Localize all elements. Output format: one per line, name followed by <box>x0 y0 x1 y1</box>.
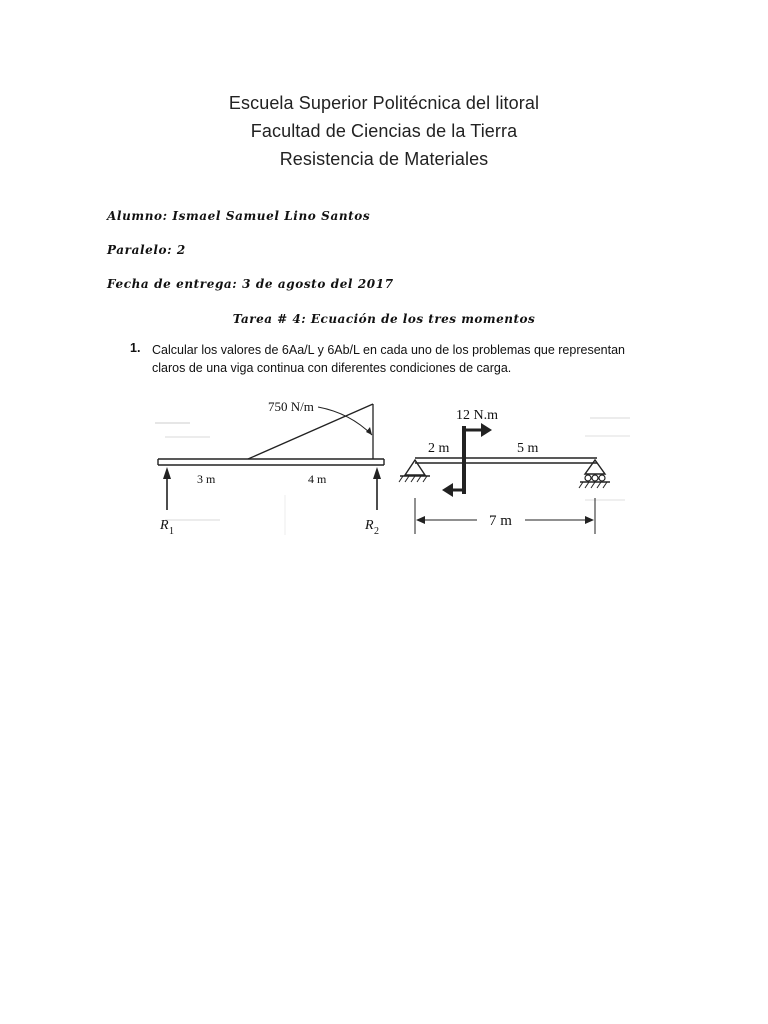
span2-label: 4 m <box>308 472 327 486</box>
reaction-r2-subscript: 2 <box>374 526 379 537</box>
task-title: Tarea # 4: Ecuación de los tres momentos <box>232 312 536 326</box>
span1-label: 3 m <box>197 472 216 486</box>
roller-support-right <box>579 460 610 488</box>
beam <box>158 459 384 465</box>
span1-label: 2 m <box>428 441 450 456</box>
header-course: Resistencia de Materiales <box>279 149 489 169</box>
header-institution: Escuela Superior Politécnica del litoral <box>228 93 540 113</box>
moment-label: 12 N.m <box>456 408 498 423</box>
student-paralelo: Paralelo: 2 <box>107 243 186 257</box>
due-date: Fecha de entrega: 3 de agosto del 2017 <box>107 277 394 291</box>
applied-couple-icon <box>442 423 492 497</box>
total-length-label: 7 m <box>489 513 512 529</box>
reaction-r1-label: R <box>160 518 169 533</box>
span2-label: 5 m <box>517 441 539 456</box>
student-name: Alumno: Ismael Samuel Lino Santos <box>107 209 371 223</box>
header-faculty: Facultad de Ciencias de la Tierra <box>250 121 518 141</box>
beam <box>415 458 597 463</box>
reaction-r2-label: R <box>365 518 374 533</box>
reaction-r1-subscript: 1 <box>169 526 174 537</box>
figure-triangular-load-beam <box>150 395 400 545</box>
reaction-r1-arrow <box>163 467 171 510</box>
question-number: 1. <box>130 341 141 355</box>
load-label: 750 N/m <box>268 399 314 414</box>
question-text: Calcular los valores de 6Aa/L y 6Ab/L en cada uno de los problemas que representan claros de una viga continua con diferentes condiciones de carga. <box>152 343 625 375</box>
figure-couple-moment-beam <box>395 400 635 540</box>
reaction-r2-arrow <box>373 467 381 510</box>
